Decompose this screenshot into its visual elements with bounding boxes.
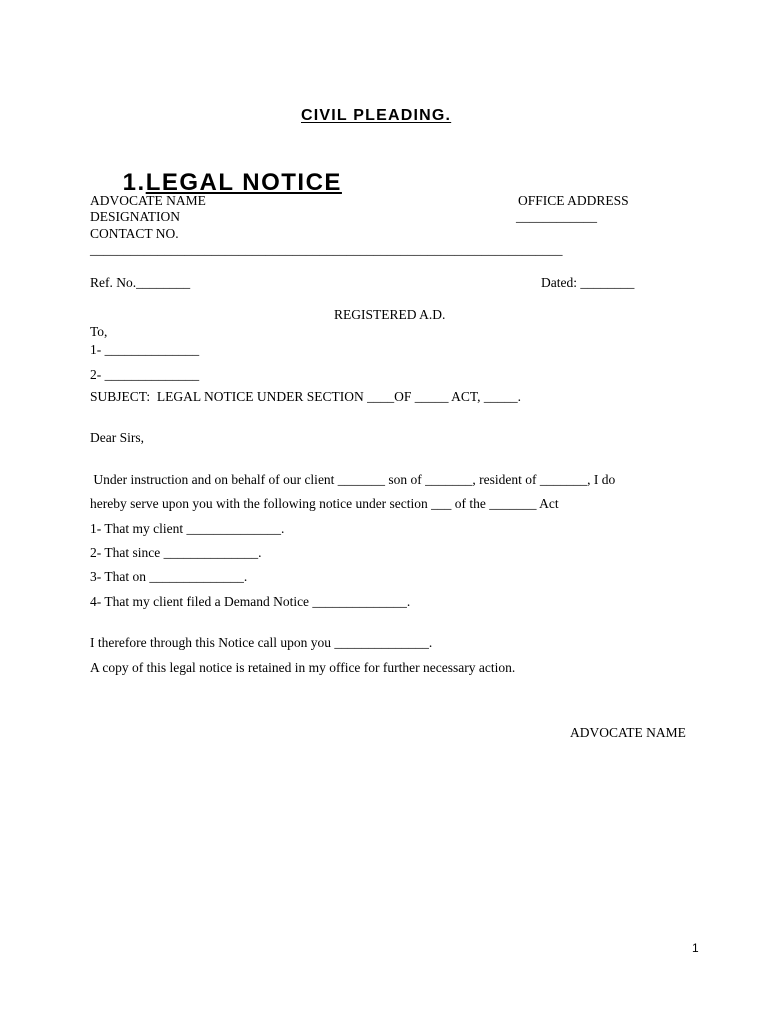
office-address-header: OFFICE ADDRESS bbox=[518, 193, 629, 208]
to-label: To, bbox=[90, 324, 108, 339]
closing-line-1: I therefore through this Notice call upon you ______________. bbox=[90, 635, 433, 650]
point-4: 4- That my client filed a Demand Notice ______________. bbox=[90, 594, 411, 609]
header-separator: ______________________________________________________________________ bbox=[90, 242, 563, 257]
closing-line-2: A copy of this legal notice is retained in my office for further necessary action. bbox=[90, 660, 516, 675]
recipient-1: 1- ______________ bbox=[90, 342, 200, 357]
registered-ad: REGISTERED A.D. bbox=[334, 307, 446, 322]
body-line-1: Under instruction and on behalf of our client _______ son of _______, resident of _______, I do bbox=[90, 472, 616, 487]
subject-line: SUBJECT: LEGAL NOTICE UNDER SECTION ____OF _____ ACT, _____. bbox=[90, 389, 521, 404]
office-address-blank: ____________ bbox=[516, 209, 597, 224]
point-1: 1- That my client ______________. bbox=[90, 521, 285, 536]
signature-advocate-name: ADVOCATE NAME bbox=[570, 725, 686, 740]
point-3: 3- That on ______________. bbox=[90, 569, 248, 584]
contact-header: CONTACT NO. bbox=[90, 226, 179, 241]
recipient-2: 2- ______________ bbox=[90, 367, 200, 382]
dated: Dated: ________ bbox=[541, 275, 635, 290]
page-number: 1 bbox=[692, 941, 699, 955]
title-number: 1. bbox=[122, 169, 146, 196]
document-heading: CIVIL PLEADING. bbox=[301, 107, 452, 124]
designation-header: DESIGNATION bbox=[90, 209, 180, 224]
salutation: Dear Sirs, bbox=[90, 430, 144, 445]
title-text: LEGAL NOTICE bbox=[145, 169, 342, 196]
body-line-2: hereby serve upon you with the following notice under section ___ of the _______ Act bbox=[90, 496, 559, 511]
advocate-name-header: ADVOCATE NAME bbox=[90, 193, 206, 208]
point-2: 2- That since ______________. bbox=[90, 545, 262, 560]
ref-number: Ref. No.________ bbox=[90, 275, 191, 290]
